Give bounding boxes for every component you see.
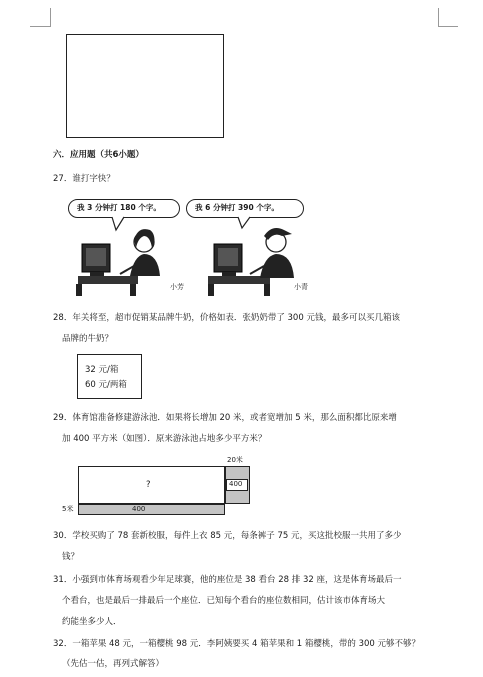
- q28-line1: 28．年关将至，超市促销某品牌牛奶，价格如表．张奶奶带了 300 元钱，最多可以买几箱该: [53, 313, 400, 323]
- width-extension-rect: [78, 504, 225, 515]
- price-row-2: 60 元/两箱: [85, 380, 127, 390]
- q27-illustration: [68, 196, 380, 300]
- q29-line1: 29．体育馆准备修建游泳池．如果将长增加 20 米，或者宽增加 5 米，那么面积都比原来增: [53, 413, 397, 423]
- width-extension-label: 5米: [62, 505, 74, 513]
- corner-mark-top-right-v: [438, 8, 439, 27]
- q32-line1: 32．一箱苹果 48 元，一箱樱桃 98 元．李阿姨要买 4 箱苹果和 1 箱樱桃，带的 300 元够不够？: [53, 639, 421, 649]
- length-extension-area: 400: [229, 480, 243, 488]
- girl-at-computer-icon: [76, 229, 160, 296]
- girl-speech-bubble: 我 3 分钟打 180 个字。: [68, 199, 180, 218]
- corner-mark-top-left-h: [30, 26, 50, 27]
- length-extension-label: 20米: [227, 456, 243, 464]
- q28-line2: 品牌的牛奶？: [62, 334, 114, 344]
- width-extension-area: 400: [132, 505, 146, 513]
- boy-name-label: 小青: [294, 283, 308, 291]
- q30-line2: 钱？: [62, 552, 80, 562]
- q30-line1: 30．学校买购了 78 套新校服，每件上衣 85 元，每条裤子 75 元，买这批校服一共用了多少: [53, 531, 402, 541]
- answer-drawing-box: [66, 34, 224, 138]
- boy-at-computer-icon: [208, 228, 294, 296]
- section-title: 六．应用题（共6小题）: [53, 150, 144, 160]
- girl-name-label: 小芳: [170, 283, 184, 291]
- price-table: [77, 354, 142, 399]
- q31-line3: 约能坐多少人．: [62, 617, 122, 627]
- original-pool-rect: [78, 466, 225, 504]
- q29-line2: 加 400 平方米（如图）．原来游泳池占地多少平方米？: [62, 434, 267, 444]
- q31-line2: 个看台，也是最后一排最后一个座位．已知每个看台的座位数相同，估计该市体育场大: [62, 596, 386, 606]
- q32-line2: （先估一估，再列式解答）: [62, 659, 165, 669]
- typing-illustration: [68, 196, 380, 300]
- corner-mark-top-left-v: [50, 8, 51, 27]
- price-row-1: 32 元/箱: [85, 365, 119, 375]
- q27-text: 27．谁打字快？: [53, 174, 115, 184]
- pool-diagram: [62, 456, 252, 518]
- corner-mark-top-right-h: [438, 26, 458, 27]
- boy-speech-bubble: 我 6 分钟打 390 个字。: [186, 199, 304, 218]
- unknown-area-label: ?: [146, 480, 151, 490]
- q31-line1: 31．小强到市体育场观看少年足球赛，他的座位是 38 看台 28 排 32 座，这是体育场最后一: [53, 575, 402, 585]
